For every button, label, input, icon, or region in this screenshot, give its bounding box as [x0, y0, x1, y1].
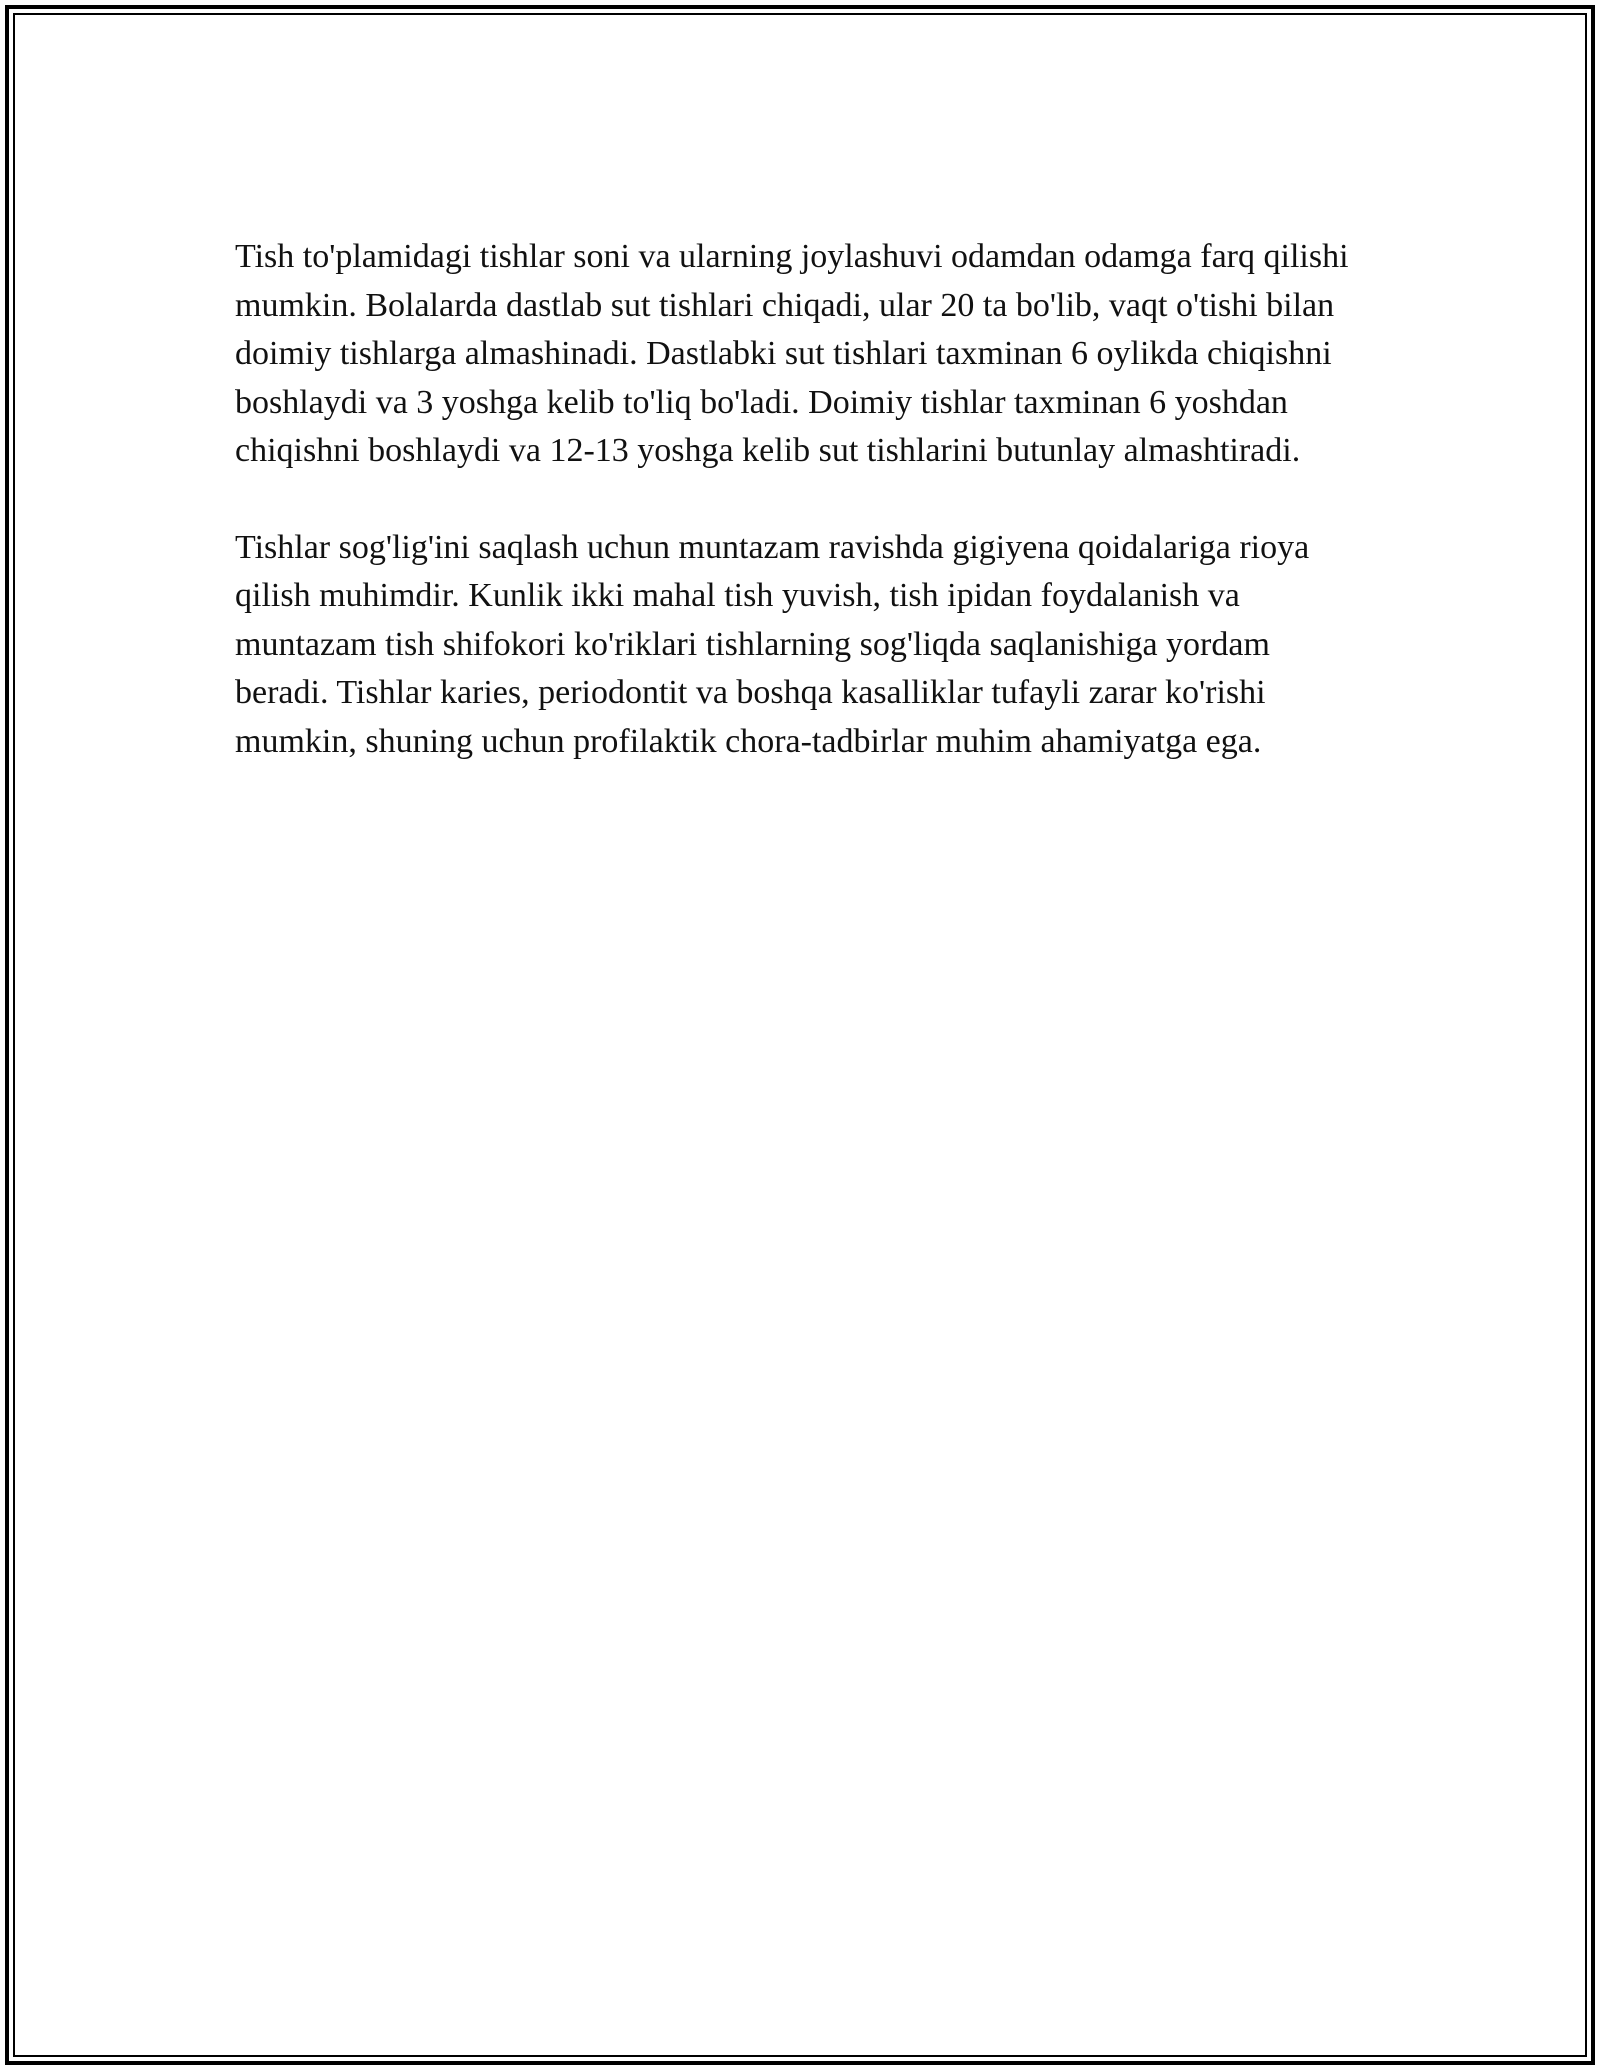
document-body [235, 233, 1370, 814]
paragraph-2: Tishlar sog'lig'ini saqlash uchun muntazam ravishda gigiyena qoidalariga rioya qilish muhimdir. Kunlik ikki mahal tish yuvish, tish ipidan foydalanish va muntazam tish shifokori ko'riklari tishlarning sog'liqda saqlanishiga yordam beradi. Tishlar karies, periodontit va boshqa kasalliklar tufayli zarar ko'rishi mumkin, shuning uchun profilaktik chora-tadbirlar muhim ahamiyatga ega. [235, 528, 1310, 760]
paragraph-1: Tish to'plamidagi tishlar soni va ularning joylashuvi odamdan odamga farq qilishi mumkin. Bolalarda dastlab sut tishlari chiqadi, ular 20 ta bo'lib, vaqt o'tishi bilan doimiy tishlarga almashinadi. Dastlabki sut tishlari taxminan 6 oylikda chiqishni boshlaydi va 3 yoshga kelib to'liq bo'ladi. Doimiy tishlar taxminan 6 yoshdan chiqishni boshlaydi va 12-13 yoshga kelib sut tishlarini butunlay almashtiradi. [235, 238, 1349, 469]
